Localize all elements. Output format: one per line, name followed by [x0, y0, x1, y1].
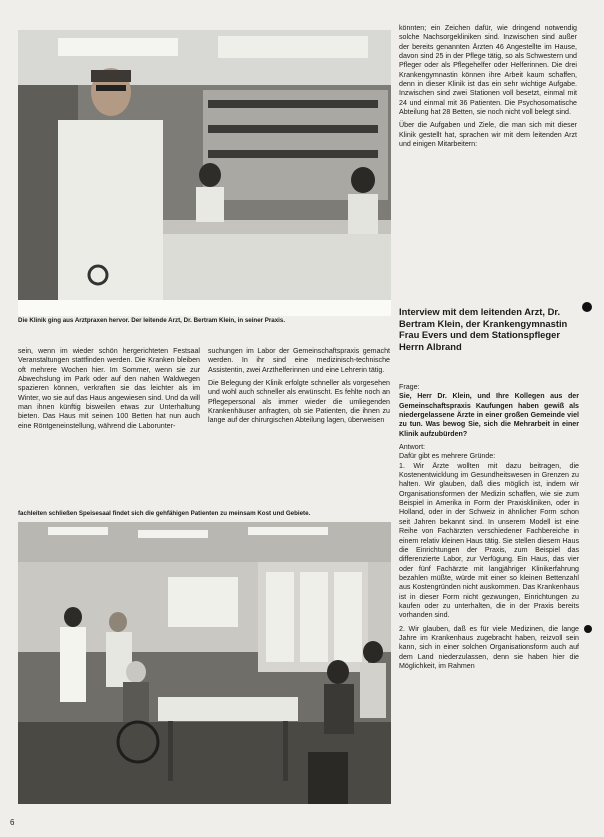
body-paragraph: suchungen im Labor der Gemeinschaftspraxis gemacht werden. In ihr sind eine medizinisch-technische Assistentin, zwei Arzthelferinnen und eine Lehrerin tätig. — [208, 347, 390, 374]
photo-dining-image — [18, 522, 391, 804]
question-label: Frage: — [399, 383, 420, 391]
interview-heading: Interview mit dem leitenden Arzt, Dr. Bertram Klein, der Krankengymnastin Frau Evers und dem Stationspfleger Herrn Albrand — [399, 306, 568, 352]
answer-intro: Dafür gibt es mehrere Gründe: — [399, 452, 496, 461]
bullet-icon — [582, 302, 592, 312]
answer-label: Antwort: — [399, 443, 426, 452]
body-column-right — [399, 24, 577, 153]
body-paragraph: Über die Aufgaben und Ziele, die man sich mit dieser Klinik gestellt hat, sprachen wir mit dem leitenden Arzt und einigen Mitarbeitern: — [399, 121, 577, 149]
body-paragraph: sein, wenn im wieder schön hergerichteten Festsaal Veranstaltungen stattfinden werden. Die Kranken bleiben oft mehrere Wochen hier. Im Sommer, wenn sie zur Abwechslung im Park oder auf den nahen Waldwegen spazieren können, verkraften sie das leichter als im Winter, wo sie auf das Haus angewiesen sind. Und da will man ihnen künftig bisweilen etwas zur Unterhaltung bieten. Das Haus mit seinen 100 Betten hat nun auch eine Röntgeneinstellung, während die Laborunter- — [18, 347, 200, 430]
bullet-icon — [584, 625, 592, 633]
photo1-caption: Die Klinik ging aus Arztpraxen hervor. Der leitende Arzt, Dr. Bertram Klein, in seiner Praxis. — [18, 317, 286, 324]
interview-column — [399, 383, 579, 675]
body-paragraph: Die Belegung der Klinik erfolgte schneller als vorgesehen und wohl auch schneller als erwünscht. Es fehlte noch an Pflegepersonal als immer wieder die umliegenden Krankenhäuser anfragten, ob sie Patienten, die ihnen zu lange auf der chirurgischen Abteilung lagen, überweisen — [208, 379, 390, 425]
question-text: Sie, Herr Dr. Klein, und Ihre Kollegen aus der Gemeinschaftspraxis Kaufungen haben gewiß als niedergelassene Ärzte in einer großen Gemeinde viel zu tun. Was bewog Sie, sich die Mehrarbeit in einer Klinik aufzubürden? — [399, 392, 579, 438]
body-paragraph: könnten; ein Zeichen dafür, wie dringend notwendig solche Nachsorgekliniken sind. Inzwischen sind außer der bereits genannten Ärzten 46 Angestellte im Hause, davon sind 25 in der Pflege tätig, so als Schwestern und Pfleger oder als Pflegehelfer oder Helferinnen. Die drei Krankengymnastin können ihre Arbeit kaum schaffen, denn in dieser Klinik ist das ein sehr wichtige Aufgabe. Inzwischen sind zwei Stationen voll besetzt, einmal mit 24 und einmal mit 36 Patienten. Die Psychosomatische Abteilung hat 28 Betten, sie noch nicht voll belegt sind. — [399, 24, 577, 117]
body-column-left — [18, 347, 200, 435]
photo-doctor-practice — [18, 30, 391, 316]
answer-point-2: 2. Wir glauben, daß es für viele Medizinen, die lange Jahre im Krankenhaus zugebracht haben, reizvoll sein kann, sich in einer solchen Organisationsform auch auf dem Land niederzulassen, denn sie haben hier die Möglichkeit, im Rahmen — [399, 624, 579, 670]
body-column-middle — [208, 347, 390, 430]
photo-doctor-image — [18, 30, 391, 316]
photo-dining-hall — [18, 522, 391, 804]
page-number: 6 — [10, 818, 15, 827]
answer-point-1: 1. Wir Ärzte wollten mit dazu beitragen, die Kostenentwicklung im Gesundheitswesen in Grenzen zu halten. Wir glauben, daß dies möglich ist, indem wir Organisationsformen der Medizin schaffen, wie sie zum Beispiel in Amerika in Form der Praxiskliniken, oder in Holland, oder in der Schweiz in ähnlicher Form schon seit Jahren bekannt sind. In unserem Modell ist eine Reihe von Fachärzten verschiedener Fachbereiche in einem relativ kleinen Haus tätig. Sie stellen diesem Haus die Einrichtungen der Praxis, zum Beispiel das differenzierte Labor, zur Verfügung. Ein Haus, das vier oder fünf Fachärzte mit langjähriger Klinikerfahrung bezahlen müßte, würde mit einer so kleinen Bettenzahl aus Kostengründen nicht auskommen. Das Krankenhaus ist in dieser Form nicht gezwungen, Einrichtungen zu kaufen oder zu unterhalten, die in der Praxis bereits vorhanden sind. — [399, 461, 579, 620]
photo2-caption: fachleiten schließen Speisesaal findet sich die gehfähigen Patienten zu meinsam Kost und Gebiete. — [18, 510, 311, 517]
